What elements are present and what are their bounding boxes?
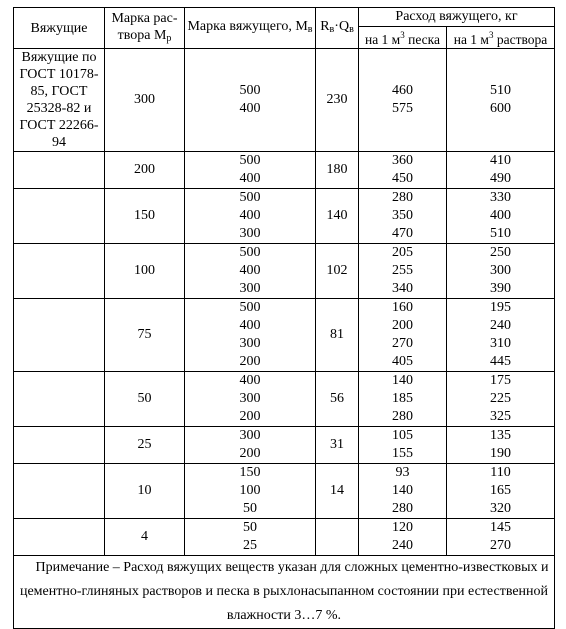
per-mortar-value: 325 — [490, 409, 511, 424]
binder-grade-value: 50 — [243, 520, 257, 535]
per-mortar-value: 600 — [490, 101, 511, 116]
table-row — [14, 49, 555, 152]
rq-cell: 140 — [316, 189, 359, 244]
per-mortar-value: 250 — [490, 245, 511, 260]
per-mortar-value: 390 — [490, 281, 511, 296]
rq-cell — [316, 519, 359, 556]
header-rq-r-subscript: в — [329, 24, 335, 35]
binder-grade-cell — [185, 49, 316, 152]
per-sand-cell — [359, 299, 447, 372]
binder-grade-value: 25 — [243, 538, 257, 553]
mortar-grade-cell: 300 — [105, 49, 185, 152]
header-per-mortar — [447, 27, 555, 49]
per-sand-value: 140 — [392, 373, 413, 388]
header-consumption-text: Расход вяжущего, кг — [395, 9, 518, 24]
binder-grade-value: 400 — [239, 101, 261, 116]
per-mortar-value: 195 — [490, 300, 511, 315]
table-row — [14, 244, 555, 299]
per-sand-cell — [359, 427, 447, 464]
rq-cell: 230 — [316, 49, 359, 152]
table-row — [14, 372, 555, 427]
per-sand-value: 575 — [392, 101, 413, 116]
per-sand-cell — [359, 519, 447, 556]
per-sand-value: 460 — [392, 83, 413, 98]
mortar-grade-cell: 200 — [105, 152, 185, 189]
binder-grade-value: 200 — [239, 409, 261, 424]
per-sand-value: 140 — [392, 483, 413, 498]
per-sand-value: 470 — [392, 226, 413, 241]
per-sand-cell — [359, 189, 447, 244]
per-mortar-value: 135 — [490, 428, 511, 443]
header-rq-q-subscript: в — [349, 24, 354, 35]
per-mortar-cell — [447, 49, 555, 152]
per-mortar-value: 240 — [490, 318, 511, 333]
binder-cell: Вяжущие по ГОСТ 10178-85, ГОСТ 25328-82 и ГОСТ 22266-94 — [14, 49, 105, 152]
mortar-grade-cell: 10 — [105, 464, 185, 519]
binder-grade-value: 500 — [239, 245, 261, 260]
binder-grade-cell — [185, 519, 316, 556]
header-per-sand — [359, 27, 447, 49]
rq-cell: 81 — [316, 299, 359, 372]
binder-grade-value: 400 — [239, 373, 261, 388]
binder-grade-value: 100 — [239, 483, 261, 498]
mortar-grade-cell: 4 — [105, 519, 185, 556]
header-rq-r: R — [320, 19, 330, 34]
header-mortar-grade-line1: Марка рас- — [111, 10, 178, 26]
table-row — [14, 299, 555, 372]
per-mortar-value: 225 — [490, 391, 511, 406]
header-binder-text: Вяжущие — [30, 20, 88, 36]
header-binder-grade-subscript: в — [307, 24, 313, 35]
binder-grade-value: 400 — [239, 318, 261, 333]
table-row — [14, 427, 555, 464]
table-row — [14, 519, 555, 556]
binder-grade-cell — [185, 189, 316, 244]
header-rq — [316, 8, 359, 49]
header-mortar-grade-subscript: р — [166, 32, 172, 44]
rq-cell: 180 — [316, 152, 359, 189]
per-mortar-value: 400 — [490, 208, 511, 223]
header-per-sand-superscript: 3 — [400, 30, 405, 40]
header-rq-q: ·Q — [334, 19, 350, 34]
binder-grade-value: 150 — [239, 465, 261, 480]
table-row — [14, 189, 555, 244]
per-sand-value: 93 — [395, 465, 410, 480]
per-mortar-cell — [447, 372, 555, 427]
per-mortar-value: 320 — [490, 501, 511, 516]
per-sand-value: 160 — [392, 300, 413, 315]
header-per-mortar-prefix: на 1 м — [453, 32, 489, 47]
per-sand-value: 155 — [392, 446, 413, 461]
header-binder-grade — [185, 8, 316, 49]
per-sand-value: 280 — [392, 501, 413, 516]
per-mortar-cell — [447, 519, 555, 556]
mortar-grade-cell: 25 — [105, 427, 185, 464]
per-mortar-value: 300 — [490, 263, 511, 278]
binder-grade-value: 400 — [239, 263, 261, 278]
per-sand-value: 450 — [392, 171, 413, 186]
per-mortar-value: 510 — [490, 83, 511, 98]
binder-grade-cell — [185, 244, 316, 299]
per-mortar-value: 410 — [490, 153, 511, 168]
per-mortar-cell — [447, 244, 555, 299]
binder-cell-empty — [14, 244, 105, 299]
binder-grade-cell — [185, 299, 316, 372]
binder-cell-empty — [14, 152, 105, 189]
binder-grade-value: 500 — [239, 300, 261, 315]
mortar-grade-cell: 75 — [105, 299, 185, 372]
per-sand-value: 255 — [392, 263, 413, 278]
mortar-grade-cell: 100 — [105, 244, 185, 299]
per-sand-value: 360 — [392, 153, 413, 168]
per-sand-value: 120 — [392, 520, 413, 535]
header-consumption — [359, 8, 555, 27]
per-mortar-value: 190 — [490, 446, 511, 461]
binder-grade-value: 300 — [239, 428, 261, 443]
per-mortar-cell — [447, 299, 555, 372]
binder-cell-empty — [14, 189, 105, 244]
binder-grade-cell — [185, 464, 316, 519]
binder-grade-value: 300 — [239, 281, 261, 296]
binder-grade-cell — [185, 372, 316, 427]
table-row — [14, 464, 555, 519]
per-mortar-value: 510 — [490, 226, 511, 241]
rq-cell: 31 — [316, 427, 359, 464]
per-mortar-cell — [447, 189, 555, 244]
table-row — [14, 152, 555, 189]
per-mortar-value: 175 — [490, 373, 511, 388]
per-sand-cell — [359, 152, 447, 189]
per-mortar-value: 310 — [490, 336, 511, 351]
per-sand-value: 185 — [392, 391, 413, 406]
per-mortar-value: 145 — [490, 520, 511, 535]
binder-cell-empty — [14, 299, 105, 372]
per-mortar-value: 165 — [490, 483, 511, 498]
per-sand-value: 200 — [392, 318, 413, 333]
binder-grade-value: 500 — [239, 83, 261, 98]
per-sand-cell — [359, 244, 447, 299]
binder-cell-empty — [14, 519, 105, 556]
per-sand-value: 270 — [392, 336, 413, 351]
binder-grade-cell — [185, 427, 316, 464]
per-mortar-value: 490 — [490, 171, 511, 186]
header-mortar-grade-line2: твора М — [117, 27, 167, 43]
binder-grade-value: 500 — [239, 153, 261, 168]
per-sand-value: 240 — [392, 538, 413, 553]
binder-grade-value: 300 — [239, 391, 261, 406]
per-mortar-value: 445 — [490, 354, 511, 369]
binder-grade-value: 400 — [239, 171, 261, 186]
binder-grade-value: 300 — [239, 226, 261, 241]
header-per-mortar-suffix: раствора — [493, 32, 548, 47]
per-mortar-value: 330 — [490, 190, 511, 205]
header-per-sand-suffix: песка — [404, 32, 441, 47]
per-sand-value: 205 — [392, 245, 413, 260]
per-sand-cell — [359, 464, 447, 519]
binder-grade-value: 200 — [239, 354, 261, 369]
binder-cell-empty — [14, 372, 105, 427]
per-sand-cell — [359, 49, 447, 152]
header-per-mortar-superscript: 3 — [488, 30, 494, 40]
binder-grade-value: 500 — [239, 190, 261, 205]
rq-cell: 102 — [316, 244, 359, 299]
header-binder — [14, 8, 105, 49]
per-sand-value: 105 — [392, 428, 413, 443]
rq-cell: 56 — [316, 372, 359, 427]
header-per-sand-prefix: на 1 м — [364, 32, 401, 47]
per-mortar-cell — [447, 152, 555, 189]
header-mortar-grade — [105, 8, 185, 49]
table-note: Примечание – Расход вяжущих веществ указан для сложных цементно-известковых и цементно-глиняных растворов и песка в рыхлонасыпанном состоянии при естественной влажности 3…7 %. — [14, 556, 555, 629]
per-sand-value: 280 — [392, 409, 413, 424]
binder-consumption-table — [13, 7, 555, 629]
table-body — [14, 49, 555, 556]
binder-cell-empty — [14, 427, 105, 464]
per-sand-value: 350 — [392, 208, 413, 223]
binder-grade-value: 300 — [239, 336, 261, 351]
binder-cell-empty — [14, 464, 105, 519]
mortar-grade-cell: 50 — [105, 372, 185, 427]
per-sand-value: 405 — [392, 354, 413, 369]
rq-cell: 14 — [316, 464, 359, 519]
binder-grade-value: 50 — [243, 501, 257, 516]
per-mortar-value: 270 — [490, 538, 511, 553]
binder-grade-cell — [185, 152, 316, 189]
per-sand-value: 280 — [392, 190, 413, 205]
per-mortar-value: 110 — [490, 465, 511, 480]
binder-grade-value: 400 — [239, 208, 261, 223]
per-mortar-cell — [447, 464, 555, 519]
per-sand-value: 340 — [392, 281, 413, 296]
mortar-grade-cell: 150 — [105, 189, 185, 244]
per-mortar-cell — [447, 427, 555, 464]
header-binder-grade-text: Марка вяжущего, М — [187, 19, 308, 34]
binder-grade-value: 200 — [239, 446, 261, 461]
per-sand-cell — [359, 372, 447, 427]
